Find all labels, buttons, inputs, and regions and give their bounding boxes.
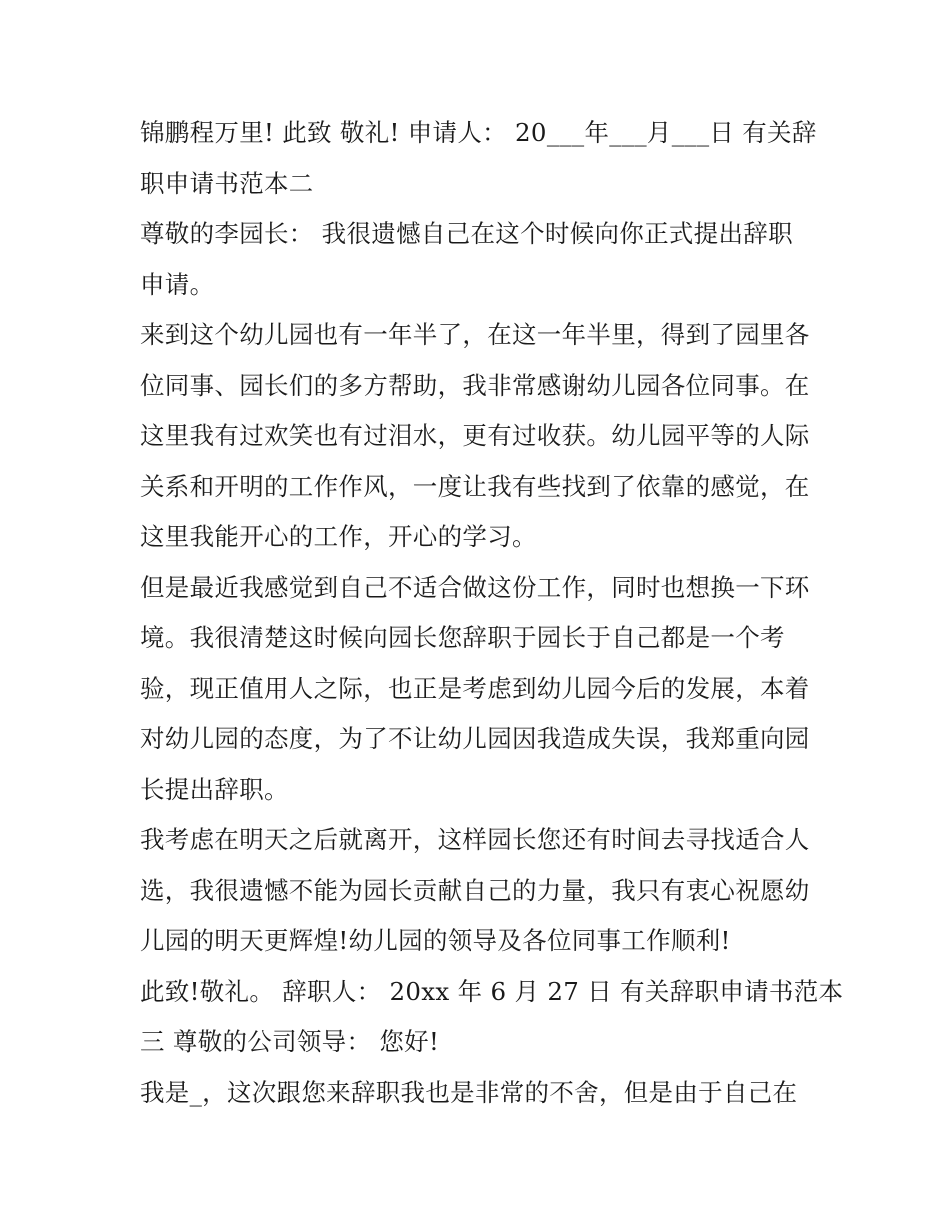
text-line: 来到这个幼儿园也有一年半了，在这一年半里，得到了园里各 [140, 320, 810, 349]
document-body [140, 108, 844, 1118]
text-line: 位同事、园长们的多方帮助，我非常感谢幼儿园各位同事。在 [140, 370, 810, 400]
text-line: 职申请书范本二 [140, 168, 314, 198]
text-line: 我是_，这次跟您来辞职我也是非常的不舍，但是由于自己在 [140, 1077, 798, 1107]
text-line: 申请。 [140, 269, 215, 299]
text-line: 但是最近我感觉到自己不适合做这份工作，同时也想换一下环 [140, 572, 810, 602]
text-line: 尊敬的李园长： 我很遗憾自己在这个时候向你正式提出辞职 [140, 219, 793, 248]
text-line: 验，现正值用人之际，也正是考虑到幼儿园今后的发展，本着 [140, 673, 810, 703]
text-line: 我考虑在明天之后就离开，这样园长您还有时间去寻找适合人 [140, 825, 810, 854]
text-line: 关系和开明的工作作风，一度让我有些找到了依靠的感觉，在 [140, 471, 810, 501]
text-line: 长提出辞职。 [140, 774, 289, 804]
text-line: 儿园的明天更辉煌!幼儿园的领导及各位同事工作顺利! [140, 926, 731, 955]
text-line: 这里我能开心的工作，开心的学习。 [140, 522, 537, 551]
text-line: 选，我很遗憾不能为园长贡献自己的力量，我只有衷心祝愿幼 [140, 875, 810, 905]
text-line: 境。我很清楚这时候向园长您辞职于园长于自己都是一个考 [140, 623, 785, 652]
text-line: 这里我有过欢笑也有过泪水，更有过收获。幼儿园平等的人际 [140, 421, 810, 450]
text-line: 对幼儿园的态度，为了不让幼儿园因我造成失误，我郑重向园 [140, 724, 810, 753]
text-line: 锦鹏程万里! 此致 敬礼! 申请人： 20___年___月___日 有关辞 [140, 118, 817, 147]
text-line: 三 尊敬的公司领导： 您好! [140, 1027, 440, 1056]
text-line: 此致!敬礼。 辞职人： 20xx 年 6 月 27 日 有关辞职申请书范本 [140, 976, 844, 1006]
